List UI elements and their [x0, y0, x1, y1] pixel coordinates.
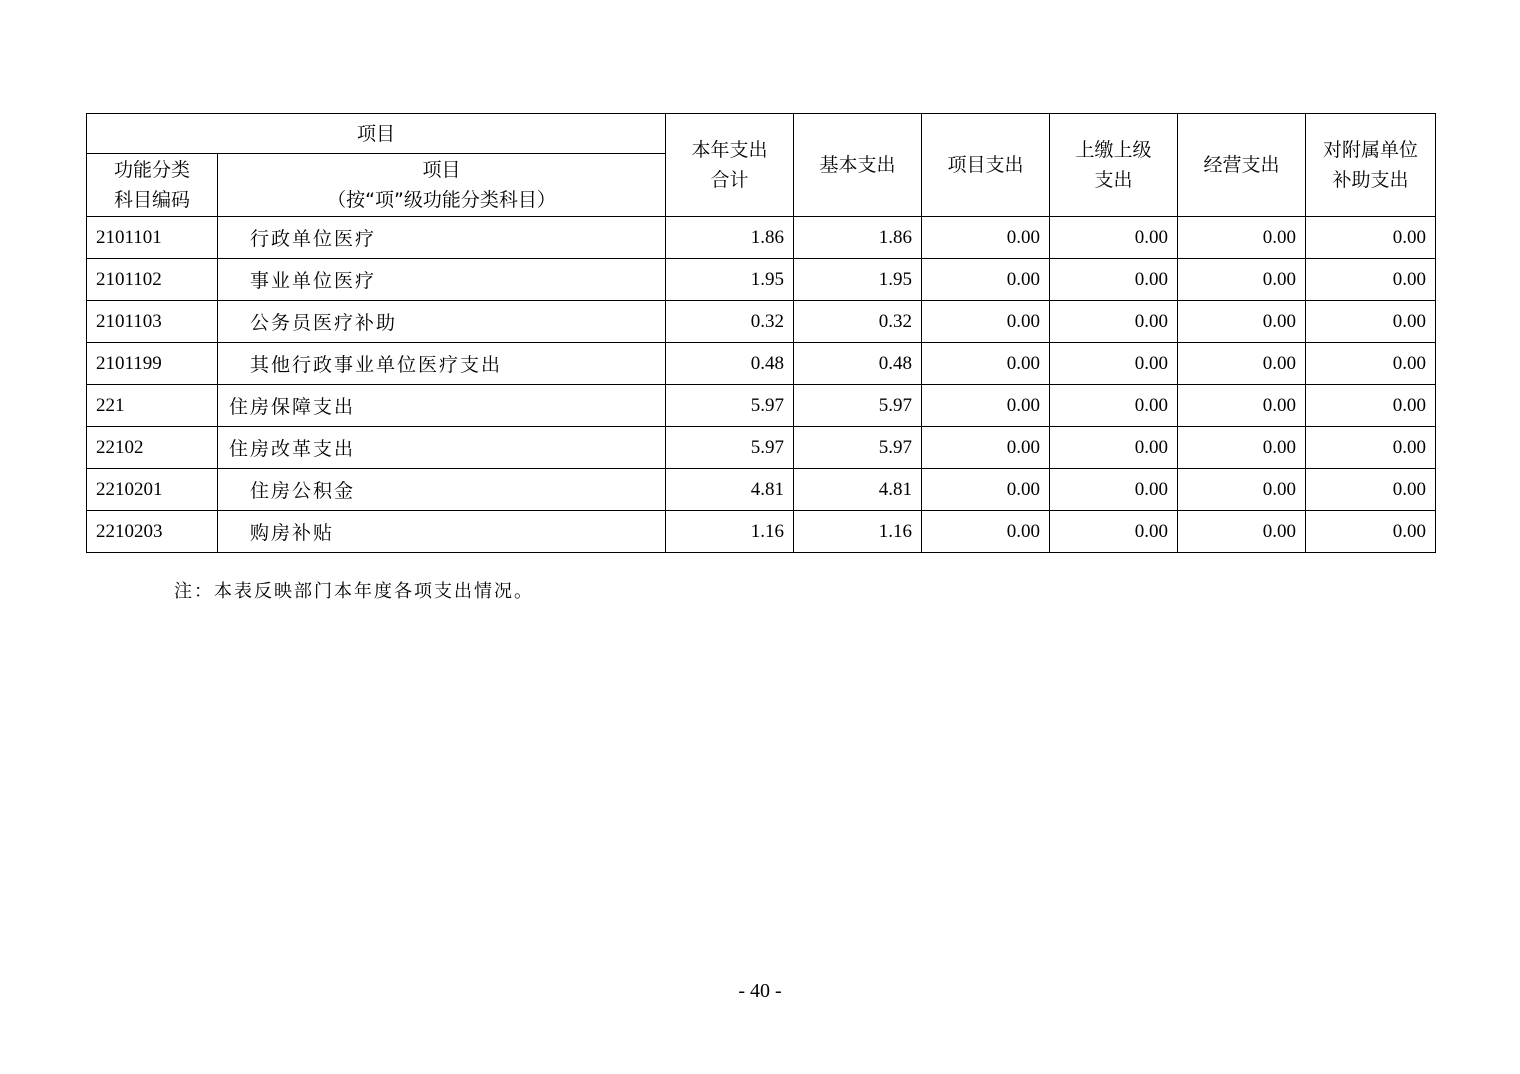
table-row	[87, 511, 1436, 553]
header-project: 项目支出	[922, 114, 1050, 217]
total-cell: 1.95	[666, 259, 794, 301]
name-cell: 住房改革支出	[218, 427, 666, 469]
project-cell: 0.00	[922, 469, 1050, 511]
upper-cell: 0.00	[1050, 343, 1178, 385]
operating-cell: 0.00	[1178, 343, 1306, 385]
project-cell: 0.00	[922, 511, 1050, 553]
table-row	[87, 259, 1436, 301]
header-upper: 上缴上级 支出	[1050, 114, 1178, 217]
code-cell: 221	[87, 385, 218, 427]
code-cell: 22102	[87, 427, 218, 469]
project-cell: 0.00	[922, 259, 1050, 301]
total-cell: 0.32	[666, 301, 794, 343]
basic-cell: 4.81	[794, 469, 922, 511]
table-row	[87, 427, 1436, 469]
table-note: 注：本表反映部门本年度各项支出情况。	[174, 581, 534, 602]
operating-cell: 0.00	[1178, 217, 1306, 259]
subsidy-cell: 0.00	[1306, 427, 1436, 469]
code-cell: 2210201	[87, 469, 218, 511]
code-cell: 2101199	[87, 343, 218, 385]
code-cell: 2101103	[87, 301, 218, 343]
name-cell: 公务员医疗补助	[218, 301, 666, 343]
name-cell: 其他行政事业单位医疗支出	[218, 343, 666, 385]
name-cell: 事业单位医疗	[218, 259, 666, 301]
upper-cell: 0.00	[1050, 217, 1178, 259]
subsidy-cell: 0.00	[1306, 301, 1436, 343]
code-cell: 2101102	[87, 259, 218, 301]
total-cell: 0.48	[666, 343, 794, 385]
expense-table	[86, 113, 1436, 553]
project-cell: 0.00	[922, 385, 1050, 427]
operating-cell: 0.00	[1178, 511, 1306, 553]
subsidy-cell: 0.00	[1306, 511, 1436, 553]
total-cell: 5.97	[666, 427, 794, 469]
upper-cell: 0.00	[1050, 385, 1178, 427]
header-operating: 经营支出	[1178, 114, 1306, 217]
operating-cell: 0.00	[1178, 259, 1306, 301]
name-cell: 住房保障支出	[218, 385, 666, 427]
upper-cell: 0.00	[1050, 301, 1178, 343]
basic-cell: 0.48	[794, 343, 922, 385]
basic-cell: 1.86	[794, 217, 922, 259]
header-name: 项目 （按“项”级功能分类科目）	[218, 154, 666, 217]
table-row	[87, 301, 1436, 343]
upper-cell: 0.00	[1050, 469, 1178, 511]
project-cell: 0.00	[922, 427, 1050, 469]
subsidy-cell: 0.00	[1306, 217, 1436, 259]
table-row	[87, 343, 1436, 385]
code-cell: 2210203	[87, 511, 218, 553]
name-cell: 购房补贴	[218, 511, 666, 553]
table-row	[87, 469, 1436, 511]
upper-cell: 0.00	[1050, 511, 1178, 553]
operating-cell: 0.00	[1178, 427, 1306, 469]
table-row	[87, 217, 1436, 259]
table-row	[87, 385, 1436, 427]
project-cell: 0.00	[922, 343, 1050, 385]
page-number: - 40 -	[738, 980, 782, 1002]
name-cell: 行政单位医疗	[218, 217, 666, 259]
basic-cell: 5.97	[794, 385, 922, 427]
header-basic: 基本支出	[794, 114, 922, 217]
total-cell: 1.16	[666, 511, 794, 553]
upper-cell: 0.00	[1050, 427, 1178, 469]
header-total: 本年支出 合计	[666, 114, 794, 217]
basic-cell: 0.32	[794, 301, 922, 343]
upper-cell: 0.00	[1050, 259, 1178, 301]
operating-cell: 0.00	[1178, 301, 1306, 343]
total-cell: 5.97	[666, 385, 794, 427]
operating-cell: 0.00	[1178, 385, 1306, 427]
basic-cell: 1.95	[794, 259, 922, 301]
header-code: 功能分类 科目编码	[87, 154, 218, 217]
total-cell: 4.81	[666, 469, 794, 511]
header-project-group: 项目	[87, 114, 666, 154]
header-subsidy: 对附属单位 补助支出	[1306, 114, 1436, 217]
basic-cell: 1.16	[794, 511, 922, 553]
total-cell: 1.86	[666, 217, 794, 259]
subsidy-cell: 0.00	[1306, 385, 1436, 427]
subsidy-cell: 0.00	[1306, 259, 1436, 301]
operating-cell: 0.00	[1178, 469, 1306, 511]
subsidy-cell: 0.00	[1306, 343, 1436, 385]
project-cell: 0.00	[922, 301, 1050, 343]
code-cell: 2101101	[87, 217, 218, 259]
name-cell: 住房公积金	[218, 469, 666, 511]
subsidy-cell: 0.00	[1306, 469, 1436, 511]
basic-cell: 5.97	[794, 427, 922, 469]
project-cell: 0.00	[922, 217, 1050, 259]
